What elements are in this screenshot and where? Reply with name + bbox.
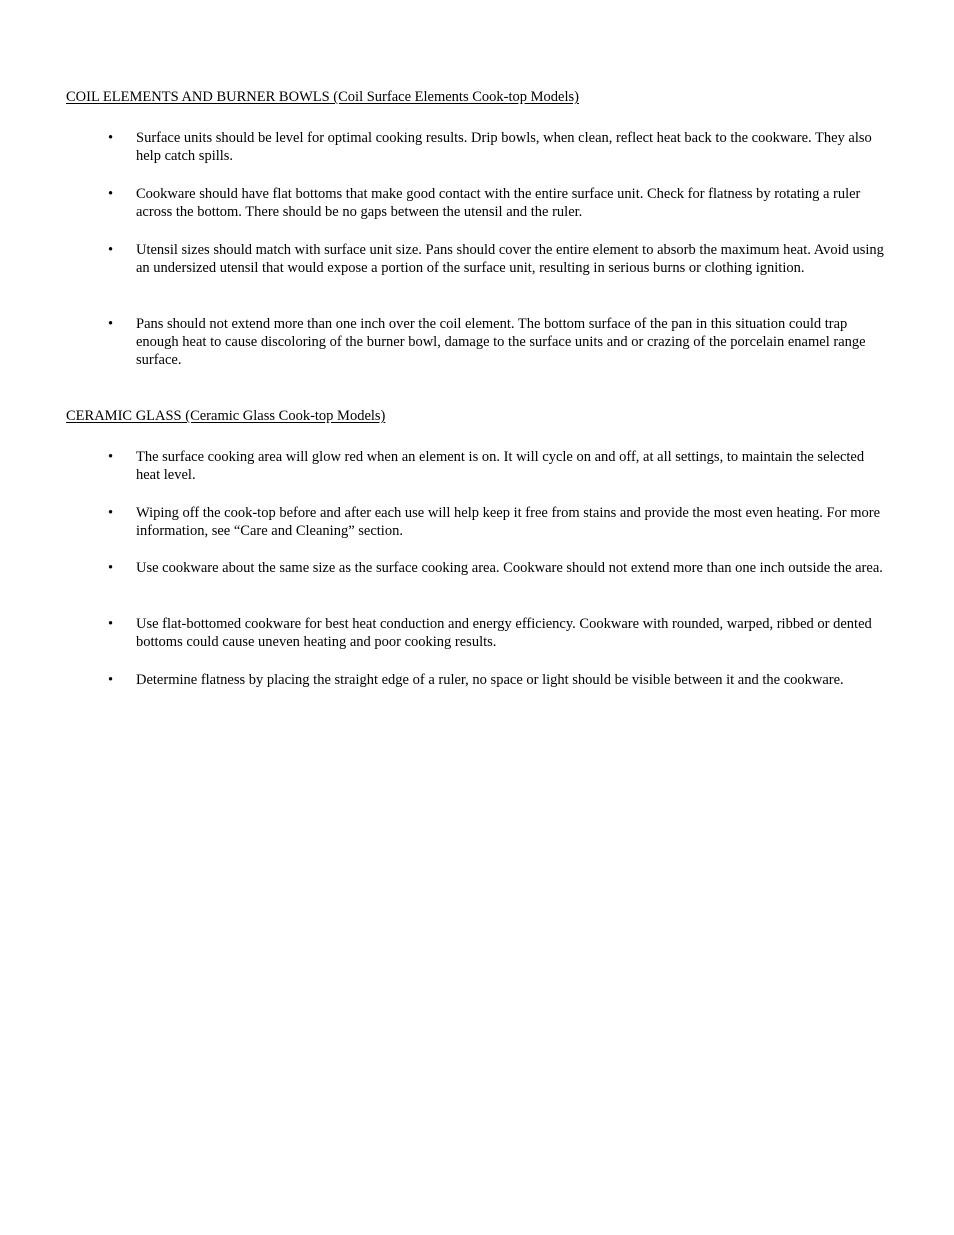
bullet-icon: • bbox=[108, 130, 114, 146]
bullet-icon: • bbox=[108, 449, 114, 465]
bullet-icon: • bbox=[108, 316, 114, 332]
bullet-icon: • bbox=[108, 672, 114, 688]
bullet-icon: • bbox=[108, 560, 114, 576]
bullet-text: Determine flatness by placing the straight edge of a ruler, no space or light should be visible between it and the cookware. bbox=[136, 672, 844, 688]
section-heading-coil-elements: COIL ELEMENTS AND BURNER BOWLS (Coil Surface Elements Cook-top Models) bbox=[66, 89, 579, 105]
bullet-icon: • bbox=[108, 616, 114, 632]
bullet-text: Use cookware about the same size as the surface cooking area. Cookware should not extend more than one inch outside the area. bbox=[136, 560, 883, 576]
bullet-text: Pans should not extend more than one inch over the coil element. The bottom surface of the pan in this situation could trap enough heat to cause discoloring of the burner bowl, damage to the surface units and or crazing of the porcelain enamel range surface. bbox=[136, 316, 866, 368]
bullet-text: Cookware should have flat bottoms that make good contact with the entire surface unit. Check for flatness by rotating a ruler across the bottom. There should be no gaps between the utensil and the ruler. bbox=[136, 186, 861, 220]
bullet-text: Use flat-bottomed cookware for best heat conduction and energy efficiency. Cookware with rounded, warped, ribbed or dented bottoms could cause uneven heating and poor cooking results. bbox=[136, 616, 872, 650]
section-heading-ceramic-glass: CERAMIC GLASS (Ceramic Glass Cook-top Models) bbox=[66, 408, 386, 424]
bullet-icon: • bbox=[108, 186, 114, 202]
bullet-text: The surface cooking area will glow red when an element is on. It will cycle on and off, at all settings, to maintain the selected heat level. bbox=[136, 449, 865, 483]
bullet-text: Surface units should be level for optimal cooking results. Drip bowls, when clean, reflect heat back to the cookware. They also help catch spills. bbox=[136, 130, 872, 164]
bullet-text: Wiping off the cook-top before and after each use will help keep it free from stains and provide the most even heating. For more information, see “Care and Cleaning” section. bbox=[136, 505, 881, 539]
bullet-text: Utensil sizes should match with surface unit size. Pans should cover the entire element to absorb the maximum heat. Avoid using an undersized utensil that would expose a portion of the surface unit, resulting in serious burns or clothing ignition. bbox=[136, 242, 884, 276]
bullet-icon: • bbox=[108, 505, 114, 521]
bullet-icon: • bbox=[108, 242, 114, 258]
